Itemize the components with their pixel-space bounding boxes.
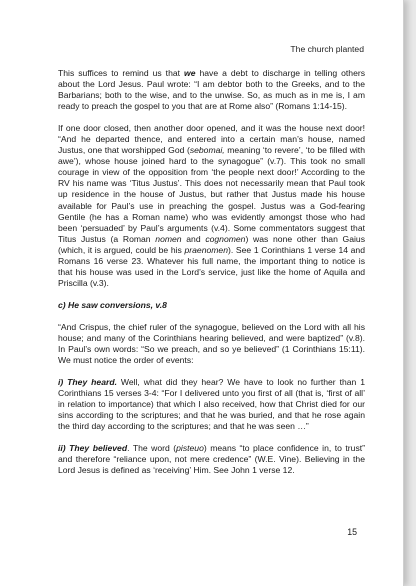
body-text xyxy=(58,68,365,488)
paragraph-4: i) They heard. Well, what did they hear? We have to look no further than 1 Corinthians 15 verses 3-4: “For I delivered unto you first of all (that is, ‘first of all’ in relation to importance) that which I also received, how that Christ died for our sins according to the scriptures; and that he was buried, and that he rose again the third day according to the scriptures; and that he was seen …” xyxy=(58,377,365,432)
paragraph-3: “And Crispus, the chief ruler of the synagogue, believed on the Lord with all his house; and many of the Corinthians hearing believed, and were baptized” (v.8). In Paul’s own words: “So we preach, and so ye believed” (1 Corinthians 15:11). We must notice the order of events: xyxy=(58,321,365,366)
running-head: The church planted xyxy=(290,44,364,54)
paragraph-5: ii) They believed. The word (pisteuo) means “to place confidence in, to trust” and therefore “reliance upon, not mere credence” (W.E. Vine). Believing in the Lord Jesus is defined as ‘receiving’ Him. See John 1 verse 12. xyxy=(58,443,365,476)
paragraph-2: If one door closed, then another door opened, and it was the house next door! “And he departed thence, and entered into a certain man’s house, named Justus, one that worshipped God (sebomai, meaning ‘to revere’, ‘to be filled with awe’), whose house joined hard to the synagogue” (v.7). This took no small courage in view of the opposition from ‘the people next door!’ According to the RV his name was ‘Titus Justus’. This does not necessarily mean that Paul took up residence in the house of Justus, but rather that Justus made his house available for Paul’s use in preaching the gospel. Justus was a God-fearing Gentile (he has a Roman name) who was evidently amongst those who had been ‘persuaded’ by Paul’s arguments (v.4). Some commentators suggest that Titus Justus (a Roman nomen and cognomen) was none other than Gaius (which, it is argued, could be his praenomen). See 1 Corinthians 1 verse 14 and Romans 16 verse 23. Whatever his full name, the important thing to notice is that his house was used in the Lord’s service, just like the home of Aquila and Priscilla (v.3). xyxy=(58,123,365,288)
point-label: ii) They believed xyxy=(58,443,128,454)
point-label: i) They heard. xyxy=(58,377,117,388)
page-number: 15 xyxy=(347,527,357,537)
paragraph-1: This suffices to remind us that we have a debt to discharge in telling others about the Lord Jesus. Paul wrote: “I am debtor both to the Greeks, and to the Barbarians; both to the wise, and to the unwise. So, as much as in me is, I am ready to preach the gospel to you that are at Rome also” (Romans 1:14-15). xyxy=(58,68,366,112)
section-heading: c) He saw conversions, v.8 xyxy=(58,299,167,310)
